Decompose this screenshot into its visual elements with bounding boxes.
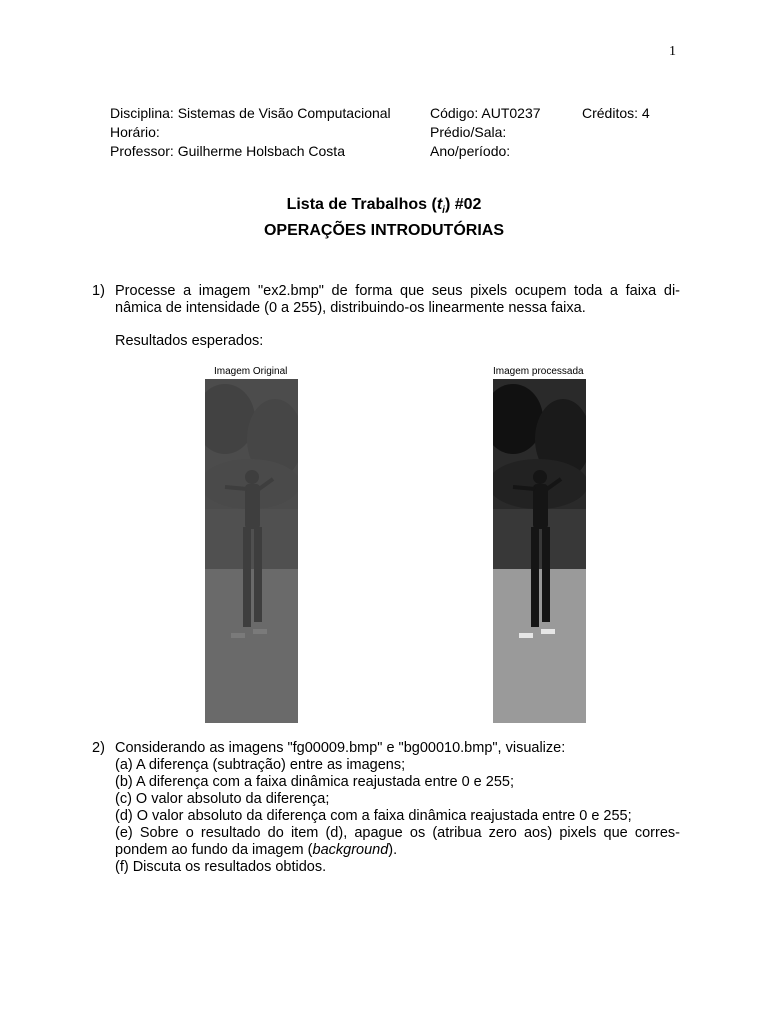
item1-text — [115, 283, 680, 317]
title-subscript: i — [442, 205, 445, 217]
item2-number: 2) — [92, 740, 105, 756]
item2-text — [115, 740, 680, 876]
title-prefix: Lista de Trabalhos ( — [286, 196, 437, 213]
expected-results-label: Resultados esperados: — [115, 333, 264, 349]
schedule-label: Horário: — [110, 124, 160, 140]
original-image — [205, 379, 298, 723]
item2-c: (c) O valor absoluto da diferença; — [115, 791, 330, 807]
title-suffix: ) #02 — [444, 196, 482, 213]
item2-b: (b) A diferença com a faixa dinâmica reajustada entre 0 e 255; — [115, 774, 514, 790]
item2-e-line2 — [115, 842, 680, 859]
item2-intro: Considerando as imagens "fg00009.bmp" e "bg00010.bmp", visualize: — [115, 740, 566, 756]
original-image-caption: Imagem Original — [214, 366, 288, 377]
room-label: Prédio/Sala: — [430, 124, 507, 140]
processed-image-caption: Imagem processada — [493, 366, 584, 377]
period-label: Ano/período: — [430, 143, 511, 159]
page-number: 1 — [669, 44, 676, 59]
course-code-label: Código: AUT0237 — [430, 105, 541, 121]
item2-e-line2-emphasis: background — [312, 842, 389, 858]
item1-line1: Processe a imagem "ex2.bmp" de forma que seus pixels ocupem toda a faixa di- — [115, 283, 680, 299]
document-title — [0, 196, 768, 216]
item2-e-line1: (e) Sobre o resultado do item (d), apague os (atribua zero aos) pixels que corres- — [115, 825, 680, 841]
item2-d: (d) O valor absoluto da diferença com a faixa dinâmica reajustada entre 0 e 255; — [115, 808, 632, 824]
discipline-label: Disciplina: Sistemas de Visão Computacional — [110, 105, 391, 121]
item1-number: 1) — [92, 283, 105, 299]
item2-e-line2-post: ). — [388, 842, 398, 858]
title-variable: t — [436, 196, 443, 213]
processed-image — [493, 379, 586, 723]
credits-label: Créditos: 4 — [582, 105, 650, 121]
professor-label: Professor: Guilherme Holsbach Costa — [110, 143, 345, 159]
item1-line2: nâmica de intensidade (0 a 255), distribuindo-os linearmente nessa faixa. — [115, 300, 586, 316]
item2-a: (a) A diferença (subtração) entre as imagens; — [115, 757, 406, 773]
item2-f: (f) Discuta os resultados obtidos. — [115, 859, 327, 875]
document-subtitle: OPERAÇÕES INTRODUTÓRIAS — [263, 222, 504, 239]
item2-e-line2-pre: pondem ao fundo da imagem ( — [115, 842, 313, 858]
